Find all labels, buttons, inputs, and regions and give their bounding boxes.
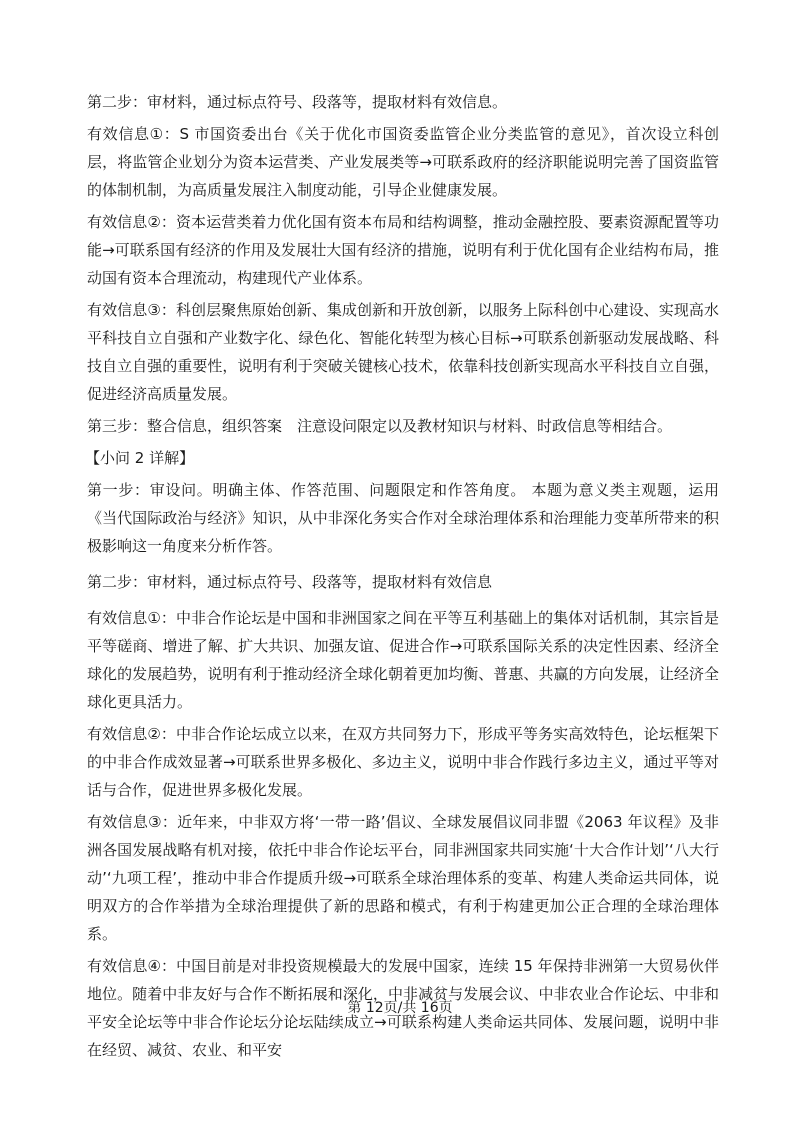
sub-question-2-heading: 【小问 2 详解】 <box>85 449 195 467</box>
effective-info-3-part-1: 有效信息③：科创层聚焦原始创新、集成创新和开放创新，以服务上际科创中心建设、实现高水平科技自立自强和产业数字化、绿色化、智能化转型为核心目标→可联系创新驱动发展战略、科技自立自强的重要性，说明有利于突破关键核心技术，依靠科技创新实现高水平科技自立自强，促进经济高质量发展。 <box>87 301 719 403</box>
step-three-heading: 第三步：整合信息，组织答案 注意设问限定以及教材知识与材料、时政信息等相结合。 <box>87 417 673 435</box>
effective-info-1-part-1: 有效信息①：S 市国资委出台《关于优化市国资委监管企业分类监管的意见》，首次设立科创层，将监管企业划分为资本运营类、产业发展类等→可联系政府的经济职能说明完善了国资监管的体制机制，为高质量发展注入制度动能，引导企业健康发展。 <box>87 125 719 199</box>
step-two-heading-2: 第二步：审材料，通过标点符号、段落等，提取材料有效信息 <box>87 573 493 591</box>
page-number: 第 12页/共 16页 <box>347 1000 453 1016</box>
document-body <box>87 88 719 1064</box>
step-one-heading: 第一步：审设问。明确主体、作答范围、问题限定和作答角度。 本题为意义类主观题，运用《当代国际政治与经济》知识，从中非深化务实合作对全球治理体系和治理能力变革所带来的积极影响这一角度来分析作答。 <box>87 481 719 555</box>
effective-info-2-part-2: 有效信息②：中非合作论坛成立以来，在双方共同努力下，形成平等务实高效特色，论坛框架下的中非合作成效显著→可联系世界多极化、多边主义，说明中非合作践行多边主义，通过平等对话与合作，促进世界多极化发展。 <box>87 725 719 799</box>
step-two-heading-1: 第二步：审材料，通过标点符号、段落等，提取材料有效信息。 <box>87 93 508 111</box>
effective-info-1-part-2: 有效信息①：中非合作论坛是中国和非洲国家之间在平等互利基础上的集体对话机制，其宗旨是平等磋商、增进了解、扩大共识、加强友谊、促进合作→可联系国际关系的决定性因素、经济全球化的发展趋势，说明有利于推动经济全球化朝着更加均衡、普惠、共赢的方向发展，让经济全球化更具活力。 <box>87 609 719 711</box>
effective-info-4-part-2: 有效信息④：中国目前是对非投资规模最大的发展中国家，连续 15 年保持非洲第一大贸易伙伴地位。随着中非友好与合作不断拓展和深化，中非减贫与发展会议、中非农业合作论坛、中非和平安全论坛等中非合作论坛分论坛陆续成立→可联系构建人类命运共同体、发展问题，说明中非在经贸、减贫、农业、和平安 <box>87 957 719 1059</box>
effective-info-3-part-2: 有效信息③：近年来，中非双方将‘一带一路’倡议、全球发展倡议同非盟《2063 年议程》及非洲各国发展战略有机对接，依托中非合作论坛平台，同非洲国家共同实施‘十大合作计划’‘八大行动’‘九项工程’，推动中非合作提质升级→可联系全球治理体系的变革、构建人类命运共同体，说明双方的合作举措为全球治理提供了新的思路和模式，有利于构建更加公正合理的全球治理体系。 <box>87 813 719 943</box>
effective-info-2-part-1: 有效信息②：资本运营类着力优化国有资本布局和结构调整，推动金融控股、要素资源配置等功能→可联系国有经济的作用及发展壮大国有经济的措施，说明有利于优化国有企业结构布局，推动国有资本合理流动，构建现代产业体系。 <box>87 213 719 287</box>
